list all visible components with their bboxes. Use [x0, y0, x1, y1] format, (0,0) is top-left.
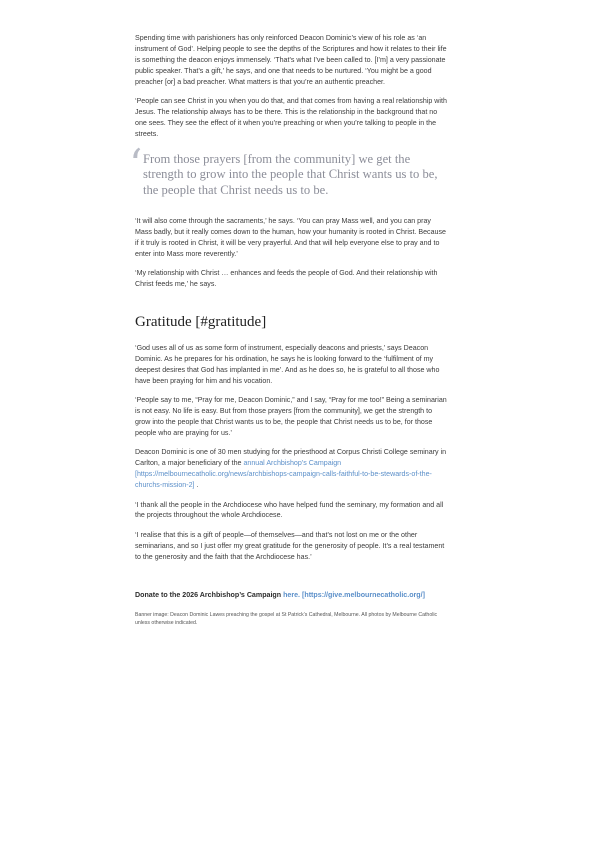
donate-text: Donate to the 2026 Archbishop’s Campaign: [135, 590, 284, 599]
donate-link[interactable]: here. [https://give.melbournecatholic.org/]: [283, 590, 425, 599]
paragraph: ‘God uses all of us as some form of instrument, especially deacons and priests,’ says Deacon Dominic. As he prepares for his ordination, he says he is looking forward to the ‘fulfilment of my deepest desires that God has implanted in me’. And as he does so, he is grateful to all those who have been praying for him and his vocation.: [135, 343, 440, 385]
campaign-link[interactable]: annual Archbishop’s Campaign [https://melbournecatholic.org/news/archbishops-campaign-calls-faithful-to-be-stewards-of-the-churchs-mission-2]: [135, 459, 432, 490]
image-caption: Banner image: Deacon Dominic Lawes preaching the gospel at St Patrick’s Cathedral, Melbourne. All photos by Melbourne Catholic unless otherwise indicated.: [135, 611, 438, 626]
section-heading: Gratitude [#gratitude]: [135, 313, 267, 330]
paragraph: ‘My relationship with Christ … enhances and feeds the people of God. And their relationship with Christ feeds me,’ he says.: [135, 269, 438, 288]
paragraph-text: .: [194, 481, 199, 490]
paragraph: Spending time with parishioners has only reinforced Deacon Dominic’s view of his role as ‘an instrument of God’. Helping people to see the depths of the Scriptures and how it relates to their life is something the deacon enjoys immensely. ‘That’s what I’ve been called to. [I’m] a very passionate public speaker. That’s a gift,’ he says, and one that needs to be nurtured. ‘You might be a good preacher [or] a bad preacher. What matters is that you’re an authentic preacher.: [135, 34, 447, 86]
paragraph: ‘People can see Christ in you when you do that, and that comes from having a real relationship with Jesus. The relationship always has to be there. This is the relationship in the background that no one sees. They see the effect of it when you’re preaching or when you’re talking to people in the streets.: [135, 97, 447, 138]
paragraph-seminary: [135, 447, 447, 491]
pull-quote-text: From those prayers [from the community] we get the strength to grow into the people that Christ wants us to be, the people that Christ needs us to be.: [143, 151, 438, 198]
quote-mark-icon: ‘: [129, 139, 143, 189]
paragraph-text: Deacon Dominic is one of 30 men studying for the priesthood at Corpus Christi College seminary in Carlton, a major beneficiary of the: [135, 448, 447, 468]
paragraph: ‘People say to me, “Pray for me, Deacon Dominic,” and I say, “Pray for me too!” Being a seminarian is not easy. No life is easy. But from those prayers [from the community], we get the strength to grow into the people that Christ wants us to be, the people that Christ needs us to be, for those people who are praying for us.’: [135, 396, 447, 437]
pull-quote: [129, 139, 447, 199]
paragraph: ‘I realise that this is a gift of people—of themselves—and that’s not lost on me or the other seminarians, and so I just offer my great gratitude for the generosity of people. It’s a real testament to the generosity and the faith that the Archdiocese has.’: [135, 530, 445, 561]
paragraph: ‘I thank all the people in the Archdiocese who have helped fund the seminary, my formation and all the projects throughout the whole Archdiocese.: [135, 500, 444, 520]
article-body: [129, 30, 447, 627]
donate-callout: [135, 590, 447, 601]
paragraph: ‘It will also come through the sacraments,’ he says. ‘You can pray Mass well, and you can pray Mass badly, but it really comes down to the human, how your humanity is rooted in Christ. Because if it truly is rooted in Christ, it will be very prayerful. And that will help everyone else to pray and to enter into Mass more reverently.’: [135, 216, 446, 258]
